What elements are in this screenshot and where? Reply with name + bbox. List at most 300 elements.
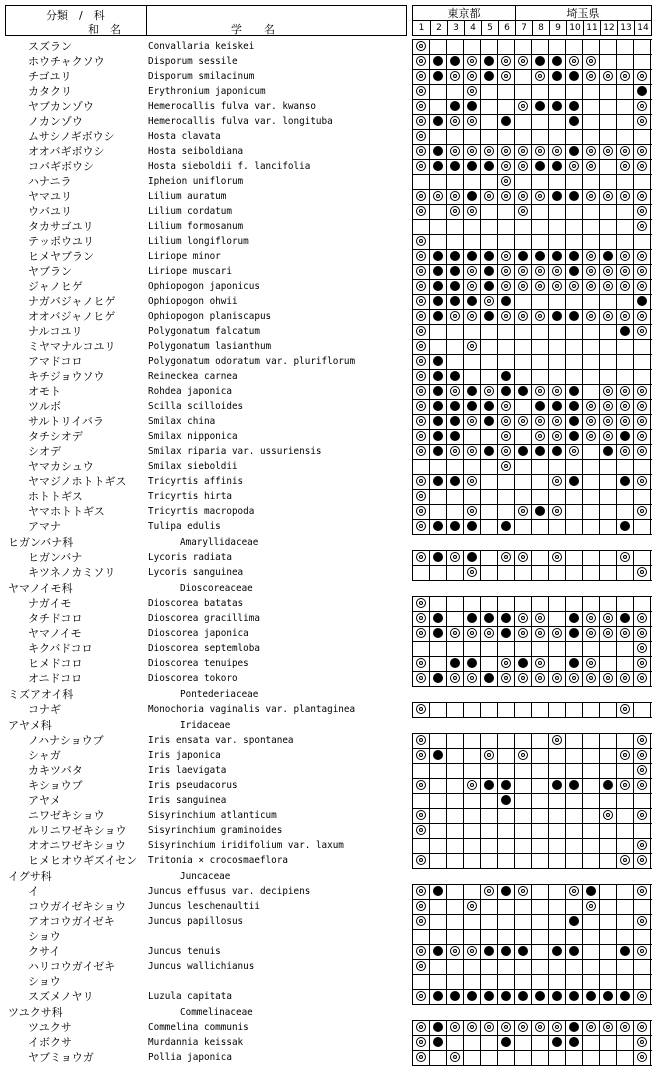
site-cell-3 — [446, 474, 463, 489]
site-cell-1 — [412, 929, 429, 944]
filled-circle-mark — [450, 296, 460, 306]
filled-circle-mark — [484, 401, 494, 411]
filled-circle-mark — [433, 116, 443, 126]
site-cell-6 — [497, 129, 514, 144]
double-circle-mark — [620, 191, 630, 201]
site-cell-2 — [429, 219, 446, 234]
site-cell-11 — [582, 444, 599, 459]
site-cell-5 — [480, 174, 497, 189]
double-circle-mark — [501, 176, 511, 186]
japanese-name: コバギボウシ — [28, 160, 94, 173]
scientific-name: Iris laevigata — [148, 765, 227, 776]
species-row — [0, 399, 657, 414]
scientific-name: Dioscorea japonica — [148, 628, 249, 639]
site-cell-8 — [531, 1035, 548, 1050]
site-cell-12 — [599, 39, 616, 54]
site-cell-8 — [531, 309, 548, 324]
site-cell-14 — [633, 504, 651, 519]
site-cell-11 — [582, 748, 599, 763]
species-row — [0, 54, 657, 69]
scientific-name: Smilax sieboldii — [148, 461, 238, 472]
site-cell-2 — [429, 778, 446, 793]
site-cell-11 — [582, 808, 599, 823]
site-cell-2 — [429, 69, 446, 84]
site-cell-11 — [582, 823, 599, 838]
site-cell-11 — [582, 474, 599, 489]
site-cell-2 — [429, 489, 446, 504]
site-cell-14 — [633, 69, 651, 84]
site-cell-12 — [599, 899, 616, 914]
site-cell-8 — [531, 219, 548, 234]
double-circle-mark — [416, 116, 426, 126]
site-cell-9 — [548, 474, 565, 489]
double-circle-mark — [501, 56, 511, 66]
scientific-name: Sisyrinchium atlanticum — [148, 810, 277, 821]
species-row — [0, 519, 657, 534]
scientific-name: Hemerocallis fulva var. kwanso — [148, 101, 316, 112]
site-cell-6 — [497, 144, 514, 159]
double-circle-mark — [416, 1052, 426, 1062]
filled-circle-mark — [501, 780, 511, 790]
site-cell-10 — [565, 944, 582, 959]
site-cell-6 — [497, 989, 514, 1004]
site-cell-7 — [514, 324, 531, 339]
site-cell-13 — [616, 929, 633, 944]
double-circle-mark — [586, 401, 596, 411]
site-cell-12 — [599, 474, 616, 489]
site-cell-13 — [616, 519, 633, 534]
site-cell-8 — [531, 959, 548, 974]
site-cell-13 — [616, 550, 633, 565]
scientific-name: Liriope minor — [148, 251, 221, 262]
japanese-name: イ — [28, 885, 39, 898]
site-cell-5 — [480, 748, 497, 763]
site-cell-9 — [548, 324, 565, 339]
double-circle-mark — [467, 116, 477, 126]
site-cell-8 — [531, 565, 548, 580]
double-circle-mark — [518, 1022, 528, 1032]
site-cell-11 — [582, 339, 599, 354]
family-row — [0, 869, 657, 884]
site-cell-7 — [514, 159, 531, 174]
site-cell-11 — [582, 249, 599, 264]
site-cell-2 — [429, 611, 446, 626]
double-circle-mark — [637, 311, 647, 321]
site-cell-7 — [514, 884, 531, 899]
family-latin: Iridaceae — [180, 720, 231, 731]
filled-circle-mark — [484, 266, 494, 276]
filled-circle-mark — [501, 296, 511, 306]
site-cell-8 — [531, 459, 548, 474]
double-circle-mark — [416, 735, 426, 745]
header-col-8: 8 — [532, 21, 549, 35]
site-cell-11 — [582, 39, 599, 54]
filled-circle-mark — [620, 326, 630, 336]
filled-circle-mark — [569, 780, 579, 790]
header-col-10: 10 — [566, 21, 583, 35]
site-cell-9 — [548, 264, 565, 279]
filled-circle-mark — [484, 673, 494, 683]
double-circle-mark — [416, 886, 426, 896]
double-circle-mark — [586, 56, 596, 66]
site-cell-9 — [548, 641, 565, 656]
double-circle-mark — [450, 552, 460, 562]
family-name: ヤマノイモ科 — [8, 582, 73, 595]
scientific-name: Liriope muscari — [148, 266, 232, 277]
site-cell-13 — [616, 899, 633, 914]
filled-circle-mark — [620, 431, 630, 441]
double-circle-mark — [484, 886, 494, 896]
site-cell-14 — [633, 611, 651, 626]
double-circle-mark — [484, 146, 494, 156]
double-circle-mark — [501, 552, 511, 562]
filled-circle-mark — [569, 476, 579, 486]
scientific-name: Iris ensata var. spontanea — [148, 735, 294, 746]
site-cell-2 — [429, 324, 446, 339]
double-circle-mark — [603, 613, 613, 623]
site-cell-14 — [633, 899, 651, 914]
site-cell-5 — [480, 959, 497, 974]
double-circle-mark — [637, 431, 647, 441]
site-cell-14 — [633, 808, 651, 823]
filled-circle-mark — [620, 613, 630, 623]
filled-circle-mark — [603, 446, 613, 456]
filled-circle-mark — [484, 613, 494, 623]
site-cell-7 — [514, 611, 531, 626]
site-cell-7 — [514, 519, 531, 534]
site-cell-8 — [531, 641, 548, 656]
site-cell-1 — [412, 264, 429, 279]
site-cell-1 — [412, 641, 429, 656]
table-header-names — [5, 5, 407, 36]
japanese-name: ツユクサ — [28, 1021, 72, 1034]
site-cell-14 — [633, 763, 651, 778]
scientific-name: Commelina communis — [148, 1022, 249, 1033]
double-circle-mark — [467, 446, 477, 456]
family-row — [0, 1005, 657, 1020]
filled-circle-mark — [433, 281, 443, 291]
site-cell-7 — [514, 550, 531, 565]
species-row — [0, 429, 657, 444]
site-cell-7 — [514, 489, 531, 504]
double-circle-mark — [586, 251, 596, 261]
site-cell-7 — [514, 294, 531, 309]
filled-circle-mark — [450, 56, 460, 66]
filled-circle-mark — [467, 101, 477, 111]
species-row — [0, 339, 657, 354]
site-cell-11 — [582, 778, 599, 793]
filled-circle-mark — [450, 101, 460, 111]
site-cell-4 — [463, 189, 480, 204]
species-row — [0, 989, 657, 1004]
double-circle-mark — [467, 56, 477, 66]
site-cell-1 — [412, 504, 429, 519]
filled-circle-mark — [433, 886, 443, 896]
double-circle-mark — [416, 1037, 426, 1047]
site-cell-12 — [599, 459, 616, 474]
species-row — [0, 309, 657, 324]
site-cell-5 — [480, 702, 497, 717]
double-circle-mark — [569, 281, 579, 291]
site-cell-10 — [565, 641, 582, 656]
site-cell-10 — [565, 144, 582, 159]
double-circle-mark — [620, 281, 630, 291]
site-cell-10 — [565, 1020, 582, 1035]
site-cell-5 — [480, 823, 497, 838]
scientific-name: Lilium cordatum — [148, 206, 232, 217]
site-cell-2 — [429, 129, 446, 144]
filled-circle-mark — [501, 991, 511, 1001]
double-circle-mark — [637, 643, 647, 653]
double-circle-mark — [603, 191, 613, 201]
site-cell-2 — [429, 565, 446, 580]
site-cell-13 — [616, 114, 633, 129]
site-cell-11 — [582, 914, 599, 929]
site-cell-1 — [412, 778, 429, 793]
site-cell-14 — [633, 853, 651, 868]
filled-circle-mark — [518, 946, 528, 956]
site-cell-1 — [412, 99, 429, 114]
site-cell-6 — [497, 429, 514, 444]
site-cell-6 — [497, 519, 514, 534]
site-cell-9 — [548, 384, 565, 399]
double-circle-mark — [416, 991, 426, 1001]
double-circle-mark — [416, 431, 426, 441]
site-cell-14 — [633, 354, 651, 369]
site-cell-12 — [599, 1035, 616, 1050]
double-circle-mark — [586, 146, 596, 156]
site-cell-11 — [582, 974, 599, 989]
double-circle-mark — [586, 673, 596, 683]
species-row — [0, 823, 657, 838]
double-circle-mark — [416, 521, 426, 531]
double-circle-mark — [637, 386, 647, 396]
site-cell-12 — [599, 444, 616, 459]
site-cell-10 — [565, 39, 582, 54]
site-cell-5 — [480, 309, 497, 324]
site-cell-14 — [633, 550, 651, 565]
site-cell-9 — [548, 504, 565, 519]
site-cell-5 — [480, 626, 497, 641]
site-cell-14 — [633, 399, 651, 414]
site-cell-1 — [412, 369, 429, 384]
site-cell-2 — [429, 174, 446, 189]
japanese-name: ミヤマナルコユリ — [28, 340, 116, 353]
site-cell-11 — [582, 763, 599, 778]
double-circle-mark — [450, 1052, 460, 1062]
site-cell-12 — [599, 114, 616, 129]
site-cell-9 — [548, 929, 565, 944]
site-cell-8 — [531, 234, 548, 249]
double-circle-mark — [637, 401, 647, 411]
site-cell-7 — [514, 656, 531, 671]
species-row — [0, 219, 657, 234]
double-circle-mark — [416, 341, 426, 351]
site-cell-1 — [412, 279, 429, 294]
site-cell-2 — [429, 384, 446, 399]
double-circle-mark — [552, 476, 562, 486]
double-circle-mark — [552, 266, 562, 276]
site-cell-12 — [599, 294, 616, 309]
scientific-name: Ophiopogon planiscapus — [148, 311, 272, 322]
site-cell-6 — [497, 656, 514, 671]
japanese-name: キチジョウソウ — [28, 370, 105, 383]
double-circle-mark — [484, 296, 494, 306]
scientific-name: Ipheion uniflorum — [148, 176, 244, 187]
filled-circle-mark — [450, 431, 460, 441]
site-cell-11 — [582, 853, 599, 868]
double-circle-mark — [552, 552, 562, 562]
double-circle-mark — [620, 704, 630, 714]
site-cell-11 — [582, 519, 599, 534]
double-circle-mark — [637, 266, 647, 276]
double-circle-mark — [416, 86, 426, 96]
site-cell-8 — [531, 324, 548, 339]
site-cell-2 — [429, 1035, 446, 1050]
site-cell-1 — [412, 671, 429, 686]
site-cell-5 — [480, 189, 497, 204]
site-cell-3 — [446, 444, 463, 459]
site-cell-3 — [446, 174, 463, 189]
site-cell-6 — [497, 565, 514, 580]
double-circle-mark — [416, 296, 426, 306]
double-circle-mark — [620, 266, 630, 276]
filled-circle-mark — [569, 401, 579, 411]
double-circle-mark — [416, 56, 426, 66]
site-cell-4 — [463, 429, 480, 444]
scientific-name: Smilax nipponica — [148, 431, 238, 442]
scientific-name: Erythronium japonicum — [148, 86, 266, 97]
site-cell-3 — [446, 504, 463, 519]
site-cell-10 — [565, 596, 582, 611]
table-header-sites — [412, 5, 652, 36]
site-cell-7 — [514, 264, 531, 279]
site-cell-3 — [446, 489, 463, 504]
double-circle-mark — [416, 101, 426, 111]
site-cell-12 — [599, 626, 616, 641]
site-cell-1 — [412, 219, 429, 234]
double-circle-mark — [586, 266, 596, 276]
site-cell-1 — [412, 959, 429, 974]
site-cell-12 — [599, 671, 616, 686]
double-circle-mark — [416, 356, 426, 366]
site-cell-13 — [616, 656, 633, 671]
site-cell-9 — [548, 399, 565, 414]
site-cell-4 — [463, 733, 480, 748]
site-cell-10 — [565, 853, 582, 868]
scientific-name: Sisyrinchium iridifolium var. laxum — [148, 840, 344, 851]
site-cell-13 — [616, 264, 633, 279]
site-cell-9 — [548, 309, 565, 324]
double-circle-mark — [603, 628, 613, 638]
site-cell-2 — [429, 249, 446, 264]
site-cell-12 — [599, 384, 616, 399]
site-cell-1 — [412, 1020, 429, 1035]
japanese-name: タカサゴユリ — [28, 220, 94, 233]
double-circle-mark — [501, 251, 511, 261]
filled-circle-mark — [569, 991, 579, 1001]
site-cell-1 — [412, 489, 429, 504]
site-cell-7 — [514, 989, 531, 1004]
species-row — [0, 884, 657, 899]
site-cell-14 — [633, 641, 651, 656]
filled-circle-mark — [467, 161, 477, 171]
site-cell-5 — [480, 611, 497, 626]
site-cell-14 — [633, 944, 651, 959]
header-col-13: 13 — [617, 21, 634, 35]
double-circle-mark — [501, 191, 511, 201]
site-cell-2 — [429, 748, 446, 763]
site-cell-6 — [497, 793, 514, 808]
site-cell-12 — [599, 974, 616, 989]
filled-circle-mark — [501, 116, 511, 126]
site-cell-6 — [497, 853, 514, 868]
site-cell-3 — [446, 611, 463, 626]
double-circle-mark — [620, 386, 630, 396]
site-cell-12 — [599, 1020, 616, 1035]
site-cell-4 — [463, 793, 480, 808]
filled-circle-mark — [433, 1037, 443, 1047]
site-cell-8 — [531, 778, 548, 793]
site-cell-13 — [616, 399, 633, 414]
site-cell-9 — [548, 989, 565, 1004]
site-cell-9 — [548, 234, 565, 249]
japanese-name: イボクサ — [28, 1036, 72, 1049]
site-cell-4 — [463, 944, 480, 959]
site-cell-10 — [565, 565, 582, 580]
double-circle-mark — [467, 673, 477, 683]
site-cell-3 — [446, 429, 463, 444]
site-cell-9 — [548, 174, 565, 189]
site-cell-6 — [497, 944, 514, 959]
species-row — [0, 853, 657, 868]
double-circle-mark — [637, 161, 647, 171]
filled-circle-mark — [433, 311, 443, 321]
japanese-name: クサイ — [28, 945, 61, 958]
site-cell-10 — [565, 838, 582, 853]
species-row — [0, 414, 657, 429]
site-cell-12 — [599, 174, 616, 189]
site-cell-12 — [599, 429, 616, 444]
site-cell-9 — [548, 838, 565, 853]
site-cell-5 — [480, 99, 497, 114]
site-cell-10 — [565, 656, 582, 671]
site-cell-5 — [480, 324, 497, 339]
filled-circle-mark — [467, 401, 477, 411]
site-cell-6 — [497, 354, 514, 369]
site-cell-12 — [599, 823, 616, 838]
double-circle-mark — [467, 281, 477, 291]
site-cell-7 — [514, 733, 531, 748]
site-cell-7 — [514, 853, 531, 868]
site-cell-2 — [429, 234, 446, 249]
site-cell-7 — [514, 504, 531, 519]
site-cell-5 — [480, 504, 497, 519]
double-circle-mark — [467, 71, 477, 81]
site-cell-7 — [514, 626, 531, 641]
filled-circle-mark — [433, 251, 443, 261]
site-cell-13 — [616, 944, 633, 959]
site-cell-1 — [412, 159, 429, 174]
species-row — [0, 611, 657, 626]
site-cell-11 — [582, 69, 599, 84]
filled-circle-mark — [484, 416, 494, 426]
site-cell-6 — [497, 489, 514, 504]
site-cell-6 — [497, 914, 514, 929]
site-cell-5 — [480, 914, 497, 929]
species-row — [0, 793, 657, 808]
site-cell-6 — [497, 414, 514, 429]
